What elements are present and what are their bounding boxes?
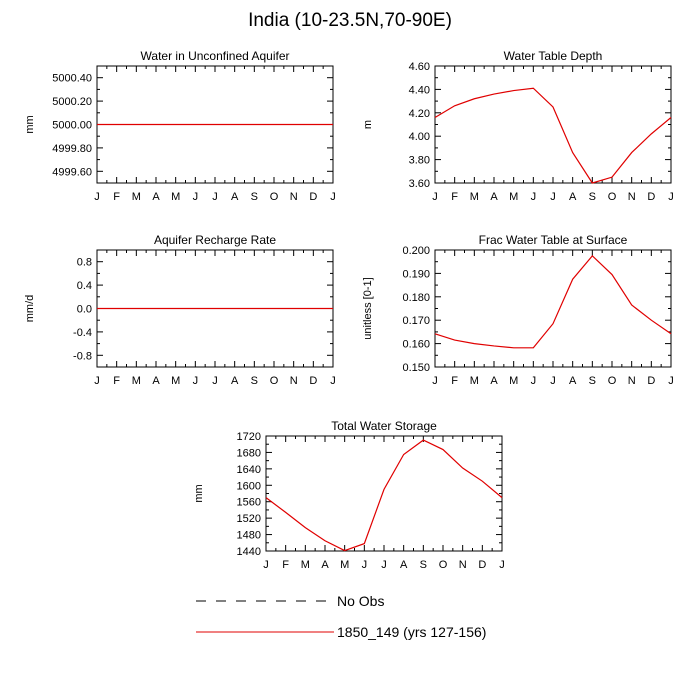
x-tick-label: F [451,191,459,203]
x-tick-label: A [399,559,408,571]
x-tick-label: A [321,559,329,571]
plot-frame [266,436,502,551]
y-tick-label: 5000.00 [52,119,92,132]
y-tick-label: 0.190 [402,268,430,281]
x-tick-label: J [192,375,199,387]
x-tick-label: M [340,559,350,571]
panel-2 [362,49,674,203]
x-tick-label: O [269,375,279,387]
legend-entry-1 [196,593,384,609]
x-tick-label: D [478,559,487,571]
x-tick-label: F [113,375,121,387]
y-tick-label: 0.150 [402,362,430,374]
x-tick-label: D [647,191,656,203]
y-tick-label: 4999.80 [52,142,92,155]
y-tick-label: -0.4 [73,326,92,339]
panel-1 [24,49,336,203]
x-tick-label: J [381,559,387,571]
x-tick-label: A [230,375,239,387]
y-tick-label: 0.160 [402,338,430,351]
x-tick-label: M [171,191,181,203]
panel-title: Aquifer Recharge Rate [153,233,277,247]
x-tick-label: F [282,559,290,571]
legend [196,593,486,640]
x-tick-label: O [607,375,617,387]
figure-title: India (10-23.5N,70-90E) [248,10,452,31]
x-tick-label: A [568,191,577,203]
x-tick-label: J [550,191,556,203]
x-tick-label: J [330,375,336,387]
y-tick-label: 4.20 [408,107,430,120]
plot-frame [435,66,671,183]
panel-title: Water Table Depth [503,49,603,63]
panel-5 [193,419,505,571]
x-tick-label: M [131,191,141,203]
x-tick-label: J [530,375,537,387]
x-tick-label: A [152,191,160,203]
panel-title: Frac Water Table at Surface [478,233,628,247]
x-tick-label: N [289,375,298,387]
x-tick-label: J [94,191,100,203]
y-tick-label: 0.0 [76,303,92,316]
x-tick-label: A [152,375,160,387]
x-tick-label: J [530,191,537,203]
legend-label: No Obs [337,593,385,609]
x-tick-label: D [647,375,656,387]
x-tick-label: M [509,191,519,203]
x-tick-label: D [309,375,318,387]
y-tick-label: 3.80 [408,154,430,167]
x-tick-label: A [230,191,239,203]
x-tick-label: S [588,375,597,387]
x-tick-label: S [250,191,259,203]
x-tick-label: M [131,375,141,387]
x-tick-label: M [171,375,181,387]
y-axis-label: m [362,119,374,130]
x-tick-label: N [627,191,636,203]
x-tick-label: J [212,375,218,387]
y-axis-label: mm [193,484,205,503]
x-tick-label: M [509,375,519,387]
x-tick-label: J [668,191,674,203]
y-tick-label: 0.4 [76,280,92,293]
y-axis-label: mm [24,115,36,134]
y-tick-label: 1440 [236,546,261,558]
x-tick-label: J [550,375,556,387]
x-tick-label: S [588,191,597,203]
x-tick-label: N [289,191,298,203]
y-tick-label: 4.00 [408,131,430,144]
x-tick-label: J [432,375,438,387]
x-tick-label: O [607,191,617,203]
x-tick-label: S [250,375,259,387]
x-tick-label: J [668,375,674,387]
x-tick-label: S [419,559,428,571]
x-tick-label: O [269,191,279,203]
x-tick-label: A [490,375,498,387]
x-tick-label: M [469,375,479,387]
y-tick-label: 5000.40 [52,72,92,85]
x-tick-label: A [490,191,498,203]
x-tick-label: J [192,191,199,203]
y-tick-label: 4.60 [408,61,430,73]
y-axis-label: unitless [0-1] [362,277,374,340]
x-tick-label: J [361,559,368,571]
y-tick-label: 0.8 [76,256,92,269]
x-tick-label: M [300,559,310,571]
x-tick-label: D [309,191,318,203]
y-tick-label: 1560 [236,496,261,509]
y-tick-label: 1600 [236,480,261,493]
legend-entry-2 [196,624,486,640]
y-tick-label: 1720 [236,431,261,443]
x-tick-label: O [438,559,448,571]
y-tick-label: 0.200 [402,245,430,257]
x-tick-label: J [330,191,336,203]
y-tick-label: 1480 [236,529,261,542]
x-tick-label: N [627,375,636,387]
x-tick-label: J [212,191,218,203]
panel-title: Total Water Storage [331,419,437,433]
series-line [435,88,671,183]
x-tick-label: A [568,375,577,387]
x-tick-label: F [113,191,121,203]
y-tick-label: -0.8 [73,350,92,363]
y-tick-label: 0.180 [402,291,430,304]
y-tick-label: 4.40 [408,84,430,97]
x-tick-label: F [451,375,459,387]
panel-title: Water in Unconfined Aquifer [140,49,290,63]
panels-group [24,49,674,571]
x-tick-label: J [263,559,269,571]
x-tick-label: J [432,191,438,203]
x-tick-label: M [469,191,479,203]
y-tick-label: 1520 [236,513,261,526]
series-line [266,440,502,550]
panel-4 [362,233,674,387]
y-axis-label: mm/d [24,294,36,323]
y-tick-label: 5000.20 [52,96,92,109]
y-tick-label: 3.60 [408,178,430,190]
y-tick-label: 4999.60 [52,166,92,179]
series-line [435,256,671,348]
legend-label: 1850_149 (yrs 127-156) [337,624,487,640]
y-tick-label: 1680 [236,447,261,460]
y-tick-label: 1640 [236,463,261,476]
x-tick-label: J [94,375,100,387]
x-tick-label: J [499,559,505,571]
panel-3 [24,233,336,387]
x-tick-label: N [458,559,467,571]
y-tick-label: 0.170 [402,315,430,328]
